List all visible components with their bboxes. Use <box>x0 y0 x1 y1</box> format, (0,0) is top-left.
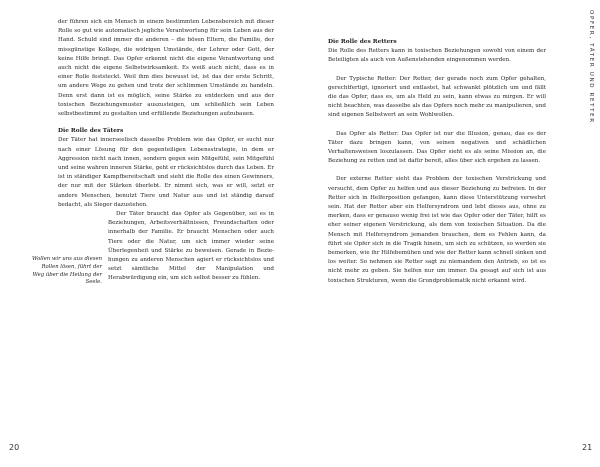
right-paragraph-1: Die Rolle des Retters kann in toxischen Beziehungen sowohl von einem der Beteiligten als auch von Außenstehenden eingenommen werden. <box>328 48 546 64</box>
right-paragraph-2: Der Typische Retter: Der Retter, der gerade noch zum Opfer gehalten, gerechtfertigt, ignoriert und entlastet, hat schwankt plötzlich um und fällt die das Opfer, dass es, um als Held zu sein, kann etwas zu mirgen. Er will nicht beachten, was dasselbe als das Opfers noch mehr zu manipulieren, und sind eigenen Selbstwert an sein Wohlwollen. <box>328 75 546 119</box>
left-paragraph-2: Der Täter hat innerseelisch dasselbe Problem wie das Opfer, er sucht nur nach einer Lösung für den gegenteiligen Lebensstrategie, in dem er Aggression nicht nach innen, sondern gegen sein Mitgefühl, sein Mitgefühl und seine wahren inneren Stärke, geht er rücksichtslos durch das Leben. Er ist in ständiger Kampfbereitschaft und sieht die Rolle des einen Gewinners, der nur mit der Stärken überlebt. Er nimmt sich, was er will, setzt er andere Menschen, benutzt Tiere und Natur aus und ist ständig darauf bedacht, als Sieger dazustehen. <box>58 137 274 208</box>
page-number-right: 21 <box>582 443 593 452</box>
marginal-note-area <box>31 210 274 286</box>
page-number-left: 20 <box>9 443 20 452</box>
left-paragraph-3: Der Täter braucht das Opfer als Gegenüber, sei es in Beziehungen, Arbeitsverhältnissen, Freundschaften oder innerhalb der Familie. Er braucht Menschen oder auch Tiere oder die Natur, um sich immer wieder seine Überlegenheit und Stärke zu beweisen. Gerade in Beziehungen zu anderen Menschen agiert er rücksichtslos und setzt sämtliche Mittel der Manipulation und Herabwürdigung ein, um sich selbst besser zu fühlen. <box>108 211 274 282</box>
running-header: OPFER, TÄTER UND RETTER <box>588 10 594 124</box>
pull-quote: Wollen wir uns aus diesen Rollen lösen, führt der Weg über die Heilung der Seele. <box>31 256 102 286</box>
right-paragraph-4: Der externe Retter sieht das Problem der toxischen Verstrickung und versucht, dem Opfer zu helfen und aus dieser Beziehung zu befreien. In der Retter sich in Helferposition gefangen, kann diese Unterstützung verwehrt sein. Hat der Retter aber ein Helfersyndrom und lebt dieses aus, ohne zu merken, dass er genauso wenig frei ist wie das Opfer oder der Täter, hilft es eher seiner eigenen Verstrickung, als dem von toxischen Situation. Da die Mensch mit Helfersyndrom jemanden brauchen, dem es Fehlen kann, da führt sie Opfer sich in die Tragik hinein, um sich zu schützen, so werden sie bemerken, wie ihr Hilfebemühen und wie der Retter kann schnell sinken und los weiter. So nehmen sie Retter sagt zu niemandem den Antrieb, so ist es nicht mehr zu geben. Sie helfen nur um immer. Da gesagt auf sich ist aus toxischen Strukturen, wenn die Grundproblematik nicht erkannt wird. <box>328 176 546 284</box>
right-page <box>300 0 600 467</box>
heading-retter: Die Rolle des Retters <box>328 39 397 45</box>
right-page-text-column <box>328 38 546 286</box>
left-paragraph-1: der führen sich ein Mensch in einem bestimmten Lebensbereich mit dieser Rolle so gut wie automatisch jegliche Verantwortung für sein Leben aus der Hand. Schuld sind immer die anderen – die bösen Eltern, die Familie, der missgünstige Kollege, die widrigen Umstände, der Lehrer oder Gott, der keine Hilfe bringt. Das Opfer erkennt nicht die eigene Verantwortung und auch nicht die eigene Selbstwirksamkeit. Es weiß auch nicht, dass es in einer Rolle feststeckt. Weil ihm dies bewusst ist, ist das der erste Schritt, um andere Wege zu gehen und trotz der schlimmen Umstände zu handeln. Denn erst dann ist es möglich, seine Stärke zu entdecken und aus der toxischen Beziehungsmuster auszusteigen, um schließlich sein Leben selbstbestimmt zu gestalten und erfüllende Beziehungen aufzubauen. <box>58 19 274 118</box>
right-paragraph-3: Das Opfer als Retter: Das Opfer ist nur die Illusion, genau, das es der Täter dazu bringen kann, von seinen negativen und schädlichen Verhaltensweisen loszulassen. Das Opfer sieht es als seine Mission an, die Beziehung zu retten und ist dafür bereit, alles über sich ergehen zu lassen. <box>328 130 546 165</box>
heading-taeter: Die Rolle des Täters <box>58 128 124 135</box>
left-page-text-column <box>31 18 274 287</box>
